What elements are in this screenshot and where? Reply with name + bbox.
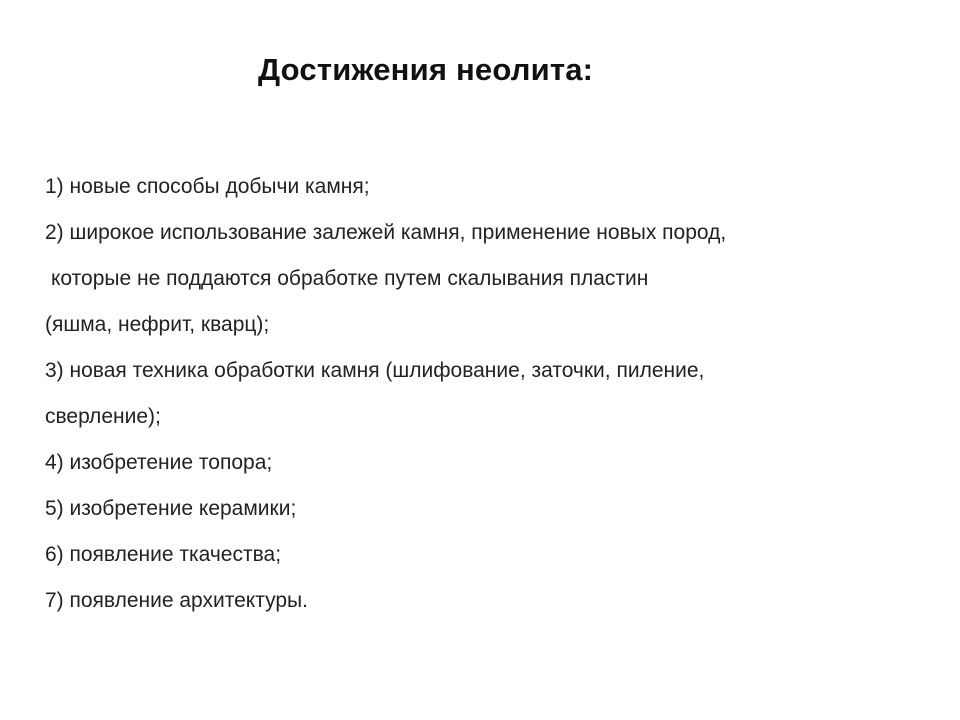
slide-title: Достижения неолита:: [258, 52, 594, 87]
achievements-list: [45, 164, 945, 624]
list-line: 5) изобретение керамики;: [45, 497, 297, 520]
list-line: 2) широкое использование залежей камня, применение новых пород,: [45, 221, 727, 244]
list-line: сверление);: [45, 405, 161, 428]
list-line: которые не поддаются обработке путем скалывания пластин: [51, 267, 649, 290]
list-line: 6) появление ткачества;: [45, 543, 282, 566]
list-line: 3) новая техника обработки камня (шлифование, заточки, пиление,: [45, 359, 705, 382]
list-line: (яшма, нефрит, кварц);: [45, 313, 270, 336]
list-line: 7) появление архитектуры.: [45, 589, 308, 612]
list-line: 1) новые способы добычи камня;: [45, 175, 370, 198]
list-line: 4) изобретение топора;: [45, 451, 273, 474]
